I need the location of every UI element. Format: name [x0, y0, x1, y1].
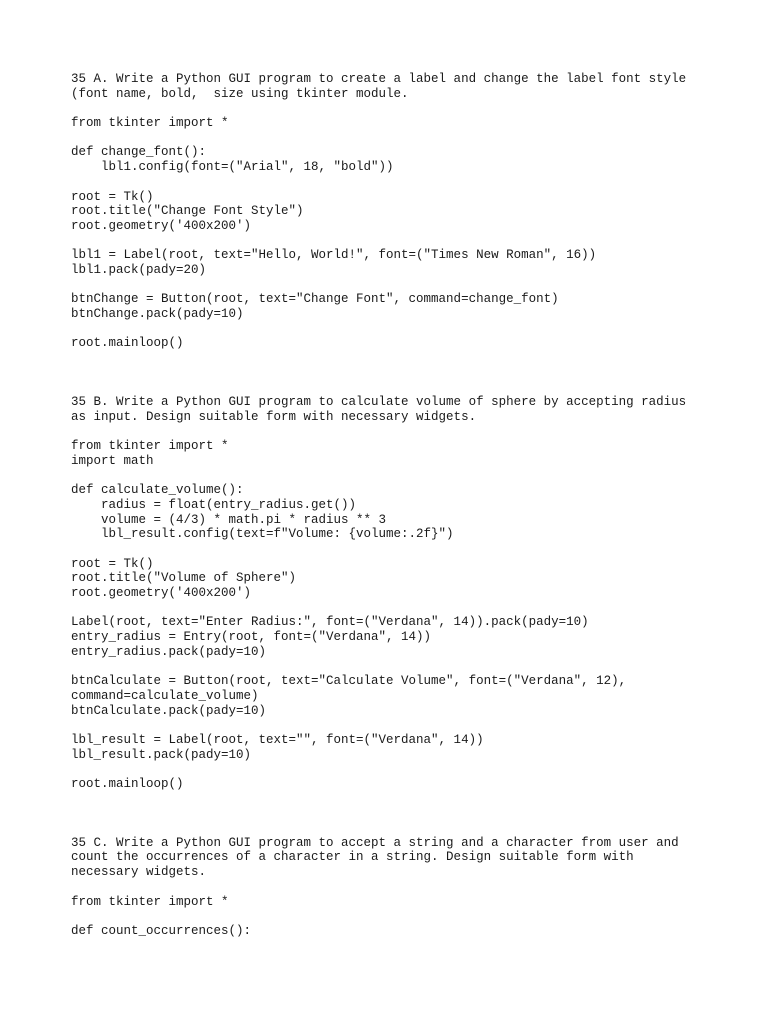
text-line: from tkinter import *	[71, 116, 229, 131]
text-line: root.mainloop()	[71, 336, 184, 351]
text-line: necessary widgets.	[71, 865, 207, 880]
blank-line	[71, 469, 751, 484]
text-line: root.title("Volume of Sphere")	[71, 571, 297, 586]
text-line: entry_radius = Entry(root, font=("Verdana", 14))	[71, 630, 432, 645]
blank-line	[71, 278, 751, 293]
text-line: volume = (4/3) * math.pi * radius ** 3	[71, 512, 387, 527]
text-line: def count_occurrences():	[71, 923, 252, 938]
text-line: def calculate_volume():	[71, 483, 244, 498]
text-line: def change_font():	[71, 145, 207, 160]
blank-line	[71, 351, 751, 366]
text-line: 35 C. Write a Python GUI program to accept a string and a character from user and	[71, 835, 679, 850]
text-line: btnChange.pack(pady=10)	[71, 307, 244, 321]
text-line: lbl_result.config(text=f"Volume: {volume:.2f}")	[71, 527, 454, 542]
text-line: lbl1.pack(pady=20)	[71, 262, 207, 277]
document-page	[71, 72, 751, 939]
blank-line	[71, 131, 751, 146]
text-line: root = Tk()	[71, 189, 154, 204]
text-line: lbl_result = Label(root, text="", font=("Verdana", 14))	[71, 732, 484, 747]
text-line: 35 B. Write a Python GUI program to calculate volume of sphere by accepting radius	[71, 395, 687, 410]
blank-line	[71, 821, 751, 836]
blank-line	[71, 366, 751, 381]
blank-line	[71, 909, 751, 924]
text-line: lbl1.config(font=("Arial", 18, "bold"))	[71, 160, 394, 175]
blank-line	[71, 322, 751, 337]
text-line: lbl_result.pack(pady=10)	[71, 747, 252, 762]
blank-line	[71, 542, 751, 557]
blank-line	[71, 880, 751, 895]
text-line: lbl1 = Label(root, text="Hello, World!", font=("Times New Roman", 16))	[71, 248, 597, 263]
document-body	[71, 72, 751, 939]
text-line: (font name, bold, size using tkinter module.	[71, 86, 409, 101]
text-line: from tkinter import *	[71, 894, 229, 909]
blank-line	[71, 175, 751, 190]
text-line: btnCalculate.pack(pady=10)	[71, 703, 267, 718]
blank-line	[71, 660, 751, 675]
blank-line	[71, 101, 751, 116]
text-line: root.geometry('400x200')	[71, 218, 252, 233]
blank-line	[71, 806, 751, 821]
text-line: Label(root, text="Enter Radius:", font=("Verdana", 14)).pack(pady=10)	[71, 615, 589, 630]
blank-line	[71, 425, 751, 440]
text-line: as input. Design suitable form with necessary widgets.	[71, 409, 477, 424]
text-line: root.geometry('400x200')	[71, 586, 252, 601]
text-line: root.title("Change Font Style")	[71, 204, 304, 219]
text-line: command=calculate_volume)	[71, 688, 259, 703]
blank-line	[71, 762, 751, 777]
blank-line	[71, 601, 751, 616]
blank-line	[71, 234, 751, 249]
text-line: count the occurrences of a character in a string. Design suitable form with	[71, 850, 634, 865]
text-line: root.mainloop()	[71, 777, 184, 791]
text-line: entry_radius.pack(pady=10)	[71, 644, 267, 659]
blank-line	[71, 792, 751, 807]
text-line: btnCalculate = Button(root, text="Calculate Volume", font=("Verdana", 12),	[71, 674, 627, 689]
text-line: btnChange = Button(root, text="Change Font", command=change_font)	[71, 292, 559, 307]
blank-line	[71, 718, 751, 733]
text-line: import math	[71, 453, 154, 468]
text-line: 35 A. Write a Python GUI program to create a label and change the label font style	[71, 72, 687, 86]
blank-line	[71, 380, 751, 395]
text-line: radius = float(entry_radius.get())	[71, 497, 357, 512]
text-line: root = Tk()	[71, 556, 154, 571]
text-line: from tkinter import *	[71, 439, 229, 454]
